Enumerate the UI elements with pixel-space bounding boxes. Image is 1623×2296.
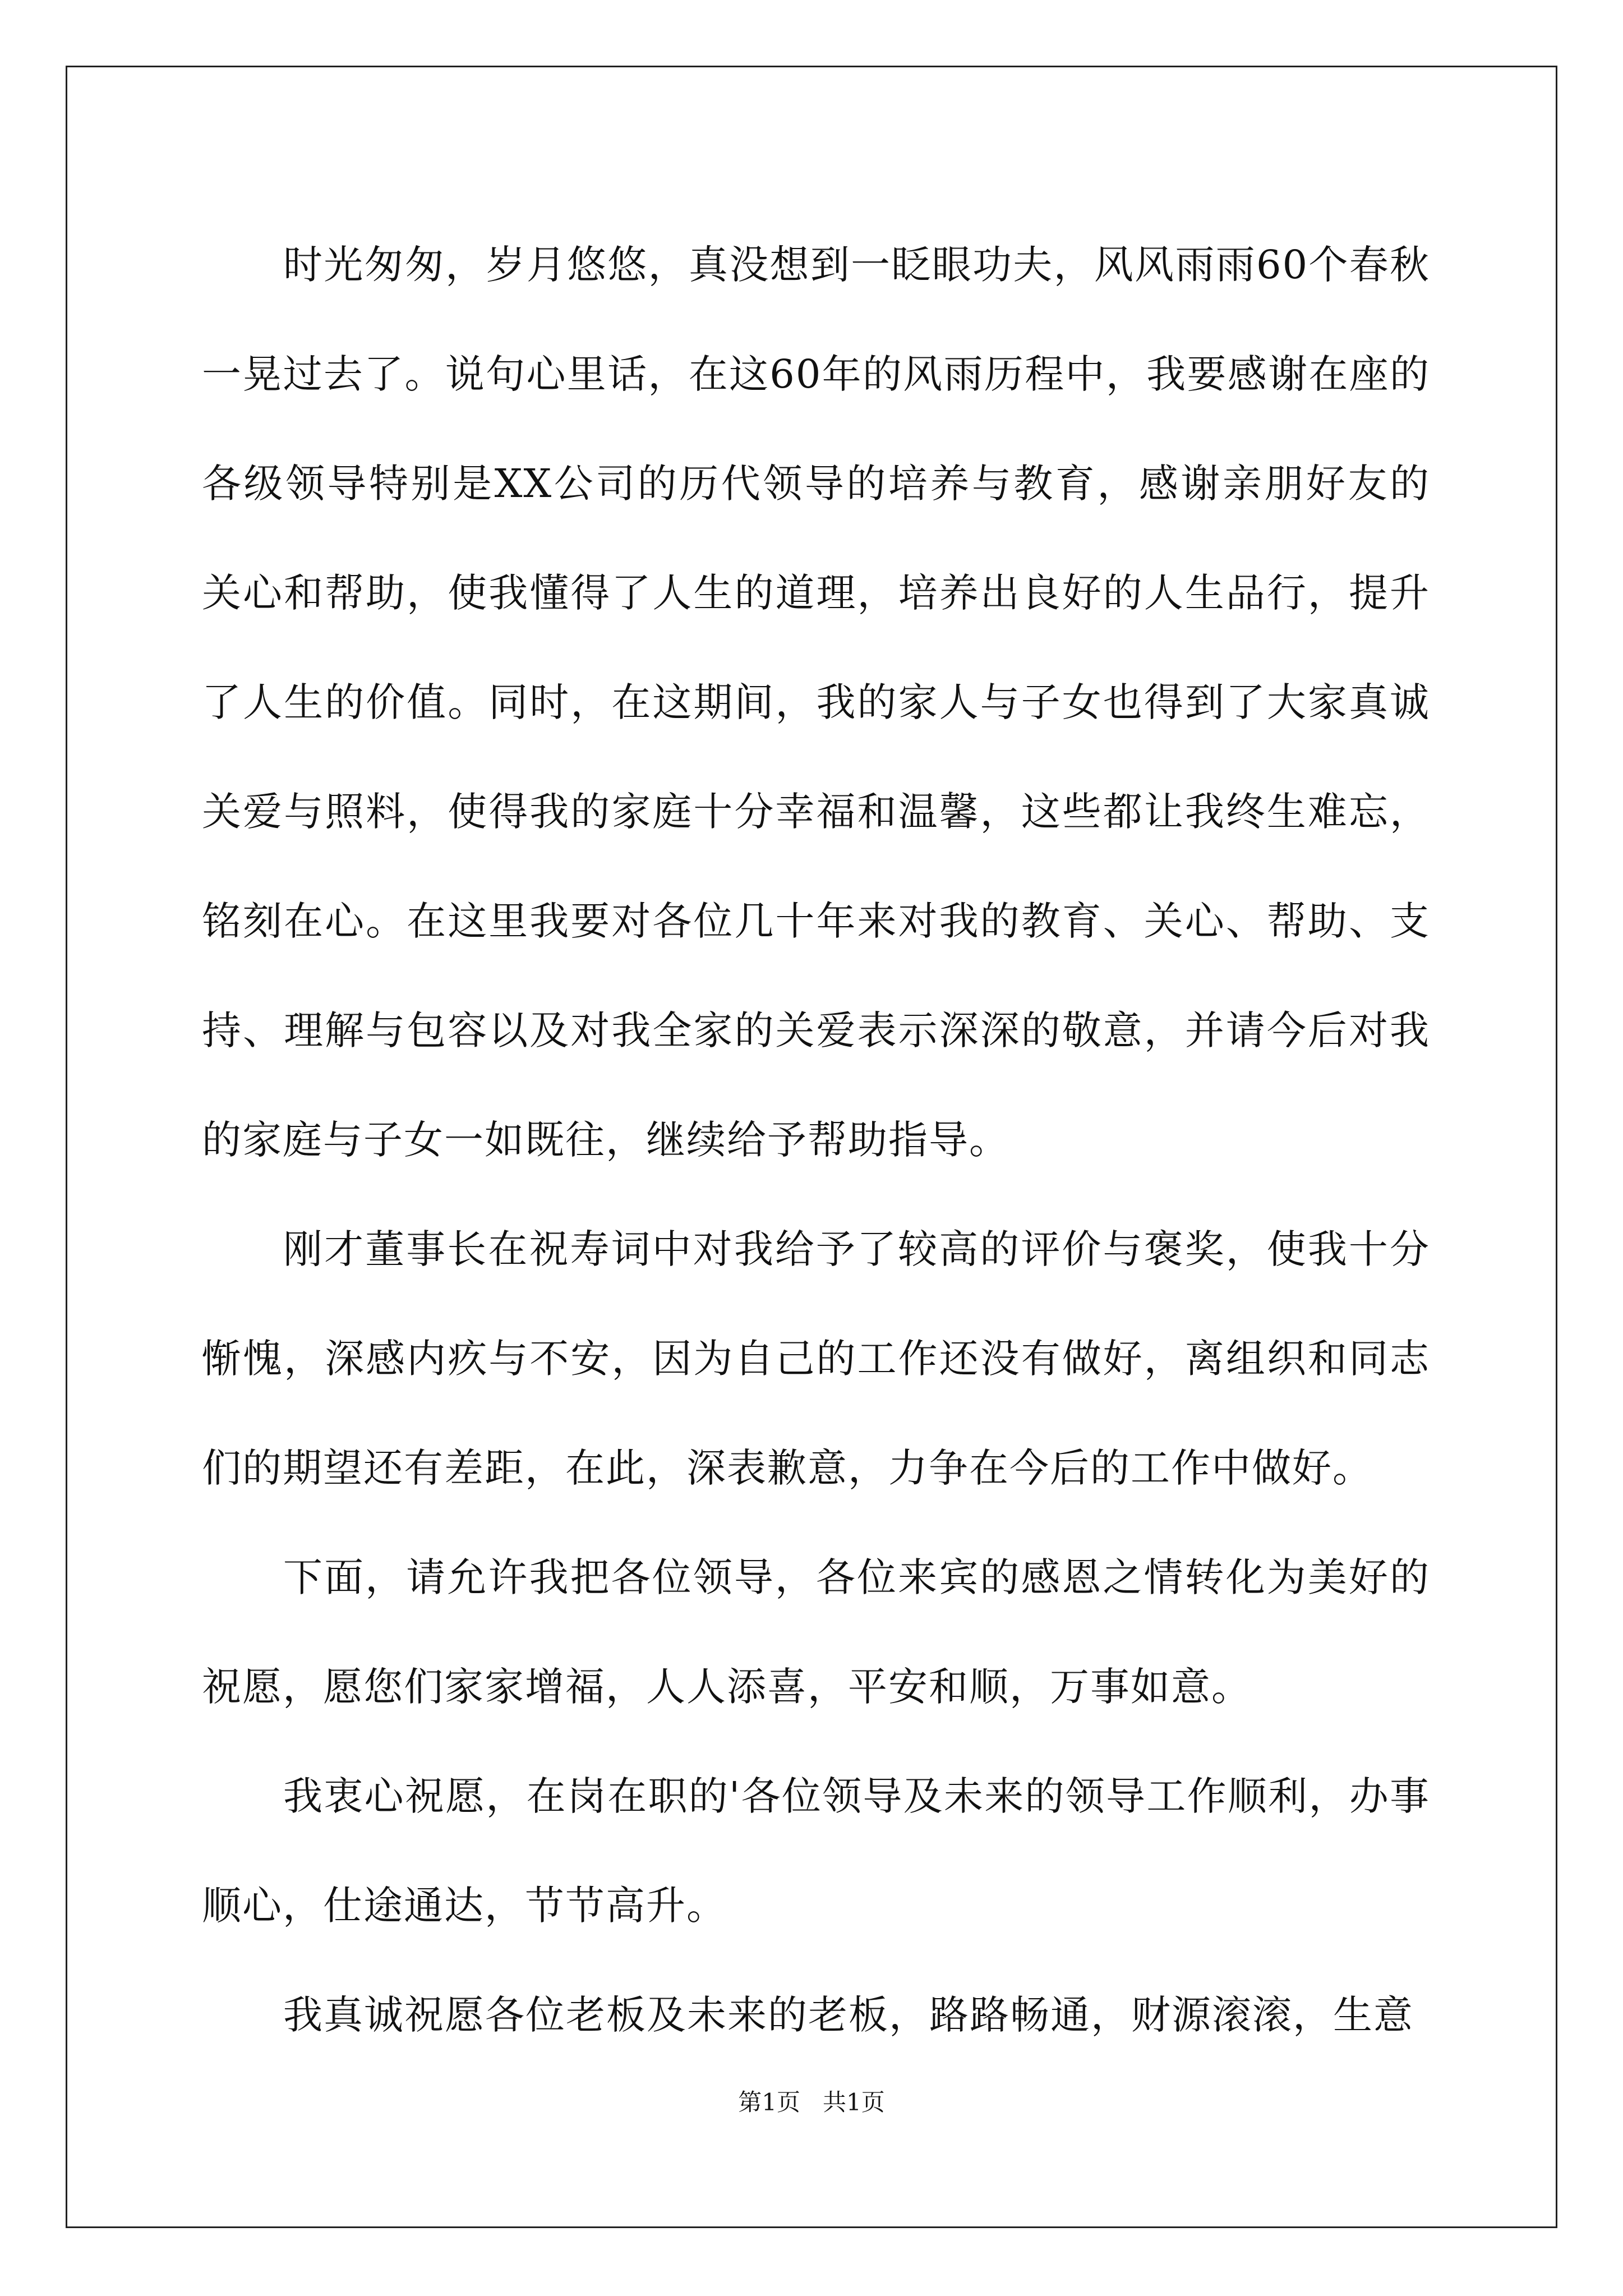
page-footer xyxy=(0,2086,1623,2119)
document-body xyxy=(202,210,1430,2070)
page-number: 第1页 xyxy=(738,2088,800,2116)
paragraph-5: 我真诚祝愿各位老板及未来的老板，路路畅通，财源滚滚，生意 xyxy=(283,1992,1414,2038)
paragraph-1: 时光匆匆，岁月悠悠，真没想到一眨眼功夫，风风雨雨60个春秋一晃过去了。说句心里话，在这60年的风雨历程中，我要感谢在座的各级领导特别是XX公司的历代领导的培养与教育，感谢亲朋好友的关心和帮助，使我懂得了人生的道理，培养出良好的人生品行，提升了人生的价值。同时，在这期间，我的家人与子女也得到了大家真诚关爱与照料，使得我的家庭十分幸福和温馨，这些都让我终生难忘，铭刻在心。在这里我要对各位几十年来对我的教育、关心、帮助、支持、理解与包容以及对我全家的关爱表示深深的敬意，并请今后对我的家庭与子女一如既往，继续给予帮助指导。 xyxy=(202,242,1430,1163)
paragraph-3: 下面，请允许我把各位领导，各位来宾的感恩之情转化为美好的祝愿，愿您们家家增福，人人添喜，平安和顺，万事如意。 xyxy=(202,1554,1430,1710)
page-total: 共1页 xyxy=(823,2088,885,2116)
paragraph-2: 刚才董事长在祝寿词中对我给予了较高的评价与褒奖，使我十分惭愧，深感内疚与不安，因为自己的工作还没有做好，离组织和同志们的期望还有差距，在此，深表歉意，力争在今后的工作中做好。 xyxy=(202,1226,1430,1491)
paragraph-4: 我衷心祝愿，在岗在职的'各位领导及未来的领导工作顺利，办事顺心，仕途通达，节节高升。 xyxy=(202,1773,1430,1929)
